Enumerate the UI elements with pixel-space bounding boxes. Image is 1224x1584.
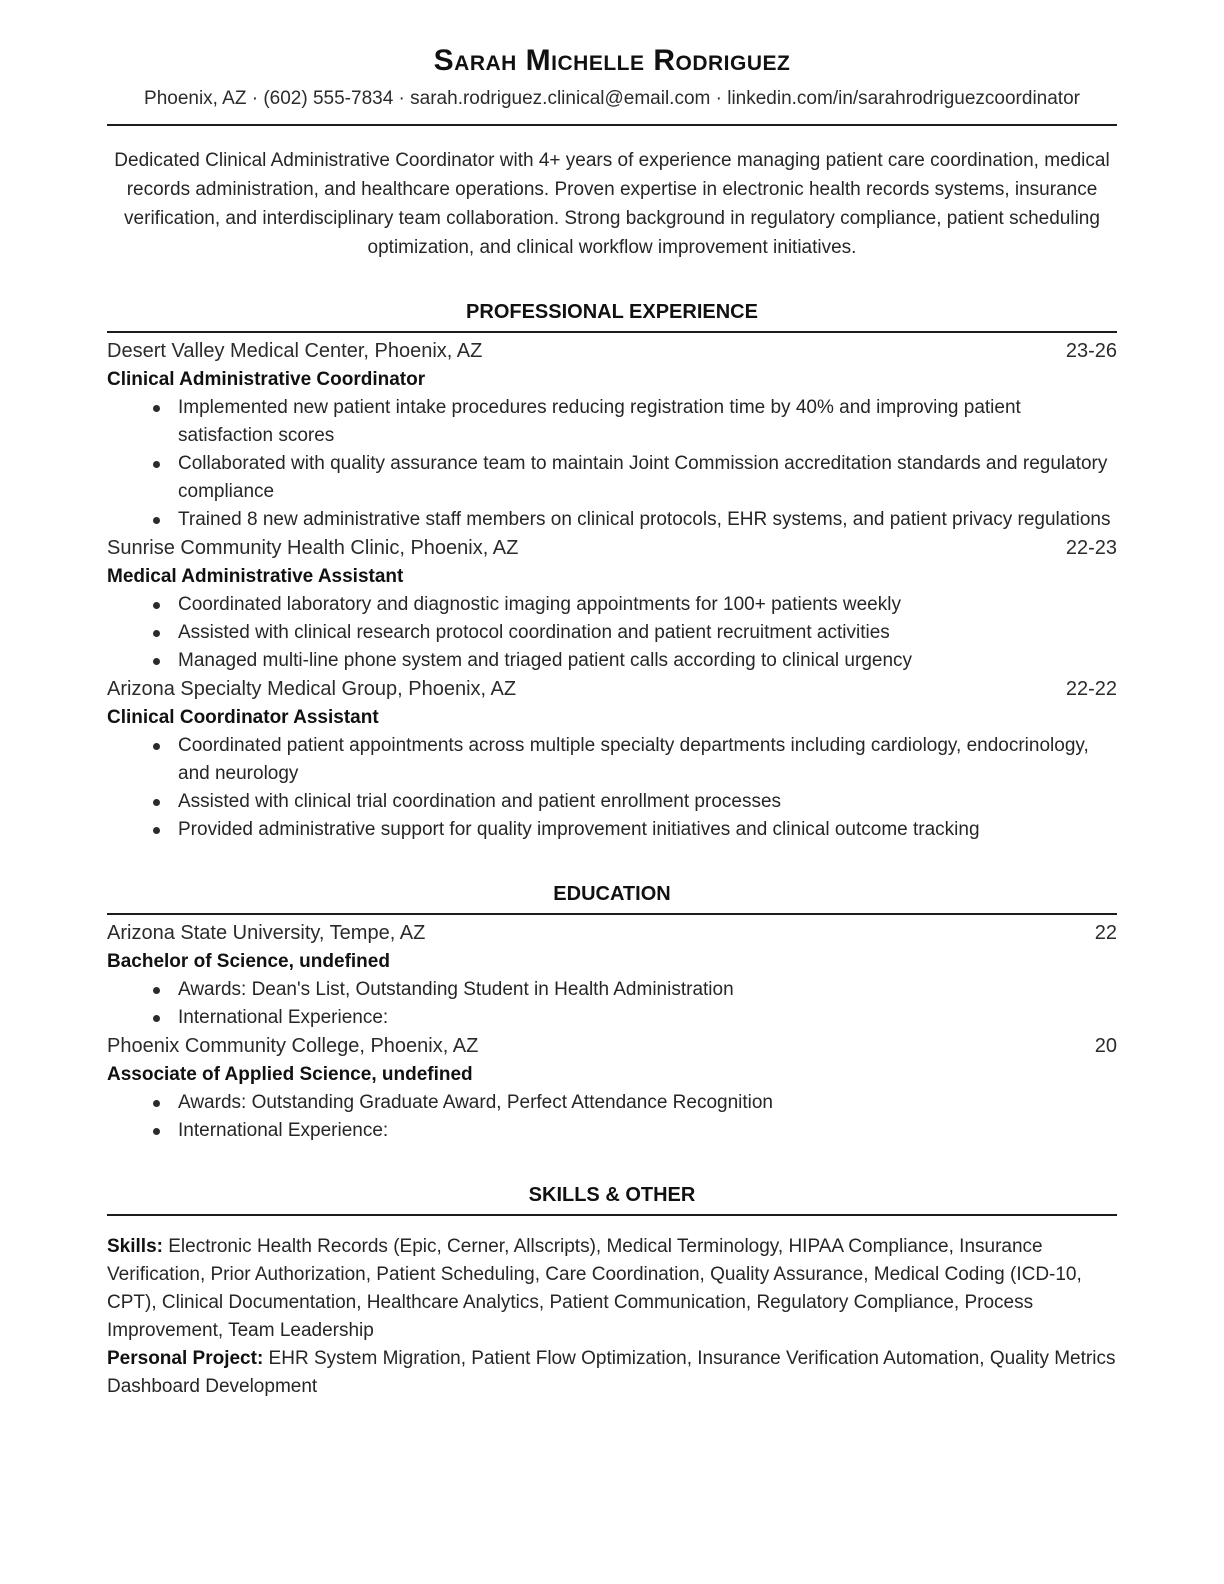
experience-section-title: PROFESSIONAL EXPERIENCE — [107, 299, 1117, 333]
personal-project-label: Personal Project: — [107, 1348, 264, 1369]
personal-project-text: EHR System Migration, Patient Flow Optimization, Insurance Verification Automation, Quality Metrics Dashboard Development — [107, 1348, 1116, 1397]
job-header — [107, 337, 1117, 366]
degree-title: Bachelor of Science, undefined — [107, 951, 390, 972]
job-bullet: Managed multi-line phone system and triaged patient calls according to clinical urgency — [107, 647, 1117, 675]
job-entry — [107, 534, 1117, 675]
job-bullet: Implemented new patient intake procedures reducing registration time by 40% and improving patient satisfaction scores — [107, 394, 1117, 450]
section-education — [107, 881, 1117, 1145]
job-bullet: Assisted with clinical trial coordination and patient enrollment processes — [107, 788, 1117, 816]
job-entry — [107, 675, 1117, 844]
school-dates: 20 — [1094, 1035, 1117, 1057]
job-dates: 22-22 — [1065, 678, 1117, 700]
education-entry — [107, 919, 1117, 1032]
school-header — [107, 919, 1117, 948]
job-bullet: Trained 8 new administrative staff members on clinical protocols, EHR systems, and patient privacy regulations — [107, 506, 1117, 534]
job-header — [107, 675, 1117, 704]
company-name: Desert Valley Medical Center, Phoenix, AZ — [107, 340, 483, 362]
summary-paragraph: Dedicated Clinical Administrative Coordinator with 4+ years of experience managing patient care coordination, medical records administration, and healthcare operations. Proven expertise in electronic health records systems, insurance verification, and interdisciplinary team collaboration. Strong background in regulatory compliance, patient scheduling optimization, and clinical workflow improvement initiatives. — [114, 150, 1110, 258]
job-bullet: Provided administrative support for quality improvement initiatives and clinical outcome tracking — [107, 816, 1117, 844]
skills-text: Electronic Health Records (Epic, Cerner, Allscripts), Medical Terminology, HIPAA Compliance, Insurance Verification, Prior Authorization, Patient Scheduling, Care Coordination, Quality Assurance, Medical Coding (ICD-10, CPT), Clinical Documentation, Healthcare Analytics, Patient Communication, Regulatory Compliance, Process Improvement, Team Leadership — [107, 1236, 1082, 1341]
job-title: Medical Administrative Assistant — [107, 566, 404, 587]
job-entry — [107, 337, 1117, 534]
school-header — [107, 1032, 1117, 1061]
company-name: Sunrise Community Health Clinic, Phoenix, AZ — [107, 537, 519, 559]
school-dates: 22 — [1094, 922, 1117, 944]
section-experience — [107, 299, 1117, 844]
job-dates: 22-23 — [1065, 537, 1117, 559]
resume-header — [107, 42, 1117, 111]
job-bullet: Collaborated with quality assurance team to maintain Joint Commission accreditation standards and regulatory compliance — [107, 450, 1117, 506]
skills-label: Skills: — [107, 1236, 163, 1257]
school-name: Arizona State University, Tempe, AZ — [107, 922, 426, 944]
education-section-title: EDUCATION — [107, 881, 1117, 915]
job-header — [107, 534, 1117, 563]
contact-line: Phoenix, AZ · (602) 555-7834 · sarah.rodriguez.clinical@email.com · linkedin.com/in/sarahrodriguezcoordinator — [144, 88, 1080, 109]
education-bullet: International Experience: — [107, 1004, 1117, 1032]
education-entry — [107, 1032, 1117, 1145]
skills-section-title: SKILLS & OTHER — [107, 1182, 1117, 1216]
degree-title: Associate of Applied Science, undefined — [107, 1064, 473, 1085]
job-bullet: Assisted with clinical research protocol coordination and patient recruitment activities — [107, 619, 1117, 647]
candidate-name: Sarah Michelle Rodriguez — [433, 44, 791, 77]
job-title: Clinical Coordinator Assistant — [107, 707, 379, 728]
personal-project-paragraph — [107, 1345, 1117, 1401]
school-name: Phoenix Community College, Phoenix, AZ — [107, 1035, 479, 1057]
education-bullet: Awards: Outstanding Graduate Award, Perfect Attendance Recognition — [107, 1089, 1117, 1117]
job-bullet: Coordinated laboratory and diagnostic imaging appointments for 100+ patients weekly — [107, 591, 1117, 619]
education-bullet: International Experience: — [107, 1117, 1117, 1145]
company-name: Arizona Specialty Medical Group, Phoenix, AZ — [107, 678, 517, 700]
section-skills — [107, 1182, 1117, 1401]
skills-paragraph — [107, 1233, 1117, 1345]
job-bullet: Coordinated patient appointments across multiple specialty departments including cardiology, endocrinology, and neurology — [107, 732, 1117, 788]
education-bullet: Awards: Dean's List, Outstanding Student in Health Administration — [107, 976, 1117, 1004]
header-divider — [107, 124, 1117, 126]
job-dates: 23-26 — [1065, 340, 1117, 362]
job-title: Clinical Administrative Coordinator — [107, 369, 426, 390]
skills-block — [107, 1233, 1117, 1401]
